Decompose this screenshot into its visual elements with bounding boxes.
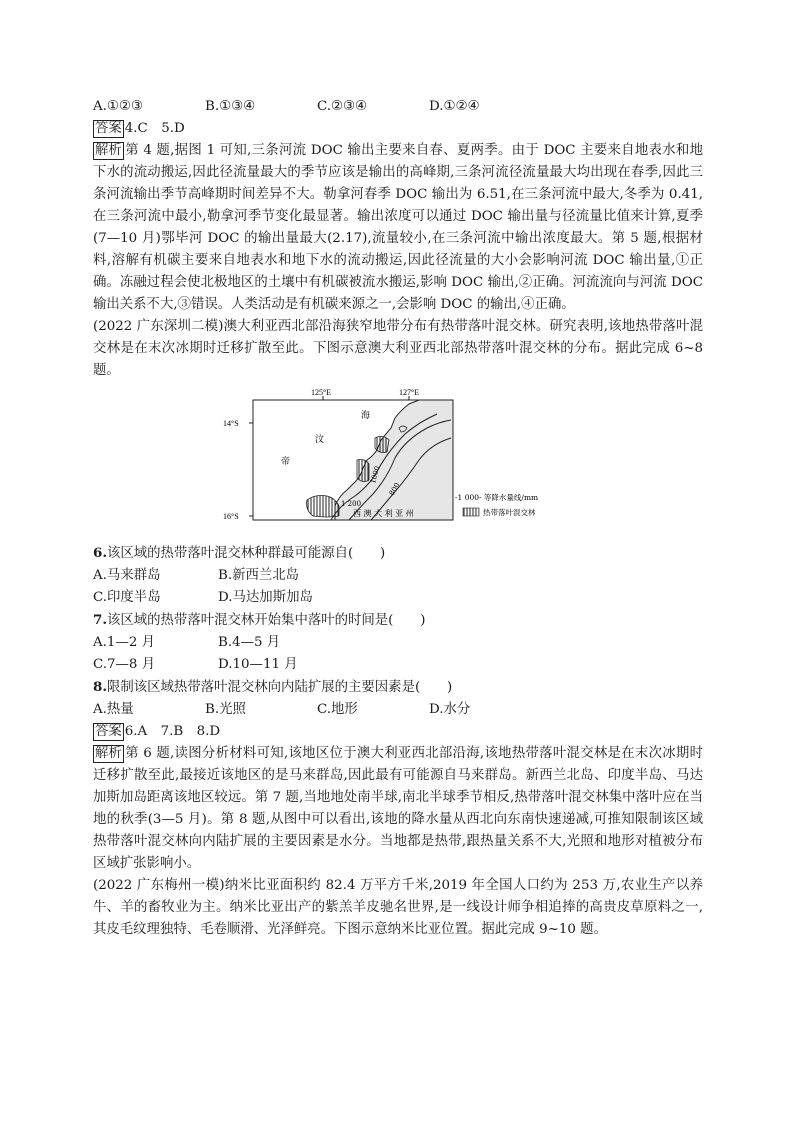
q8-option-b: B.光照 — [205, 702, 246, 717]
q3-option-a: A.①②③ — [93, 99, 143, 114]
q8-option-c: C.地形 — [317, 702, 358, 717]
legend-forest: 热带落叶混交林 — [483, 508, 536, 517]
sea-char-2: 汶 — [315, 435, 325, 445]
q8-stem: 限制该区域热带落叶混交林向内陆扩展的主要因素是( ) — [106, 680, 453, 695]
q3-option-c: C.②③④ — [317, 99, 368, 114]
answer-4-5-text: 4.C 5.D — [124, 121, 185, 136]
page-content — [93, 96, 703, 941]
lat-label-16: 16°S — [223, 512, 239, 521]
region-label: 西 澳 大 利 亚 州 — [353, 509, 414, 518]
q8-option-a: A.热量 — [93, 702, 134, 717]
legend-isohyet: -1 000- 等降水量线/mm — [455, 493, 539, 502]
q7-option-d: D.10—11 月 — [218, 657, 298, 672]
question-7 — [93, 609, 703, 676]
answer-label: 答案 — [95, 121, 122, 136]
q6-option-b: B.新西兰北岛 — [218, 568, 300, 583]
q6-number: 6. — [93, 545, 107, 561]
q8-option-d: D.水分 — [429, 702, 471, 717]
q7-option-b: B.4—5 月 — [218, 635, 281, 650]
q6-option-c: C.印度半岛 — [93, 590, 161, 605]
lon-label-125: 125°E — [311, 388, 332, 397]
q8-number: 8. — [93, 679, 107, 695]
question-6 — [93, 542, 703, 609]
q6-option-d: D.马达加斯加岛 — [218, 590, 313, 605]
q7-number: 7. — [93, 612, 107, 628]
q3-options — [93, 96, 703, 118]
lon-label-127: 127°E — [399, 388, 420, 397]
australia-map — [223, 388, 563, 538]
q3-option-d: D.①②④ — [429, 99, 480, 114]
analysis-4-5-text: 第 4 题,据图 1 可知,三条河流 DOC 输出主要来自春、夏两季。由于 DOC 主要来自地表水和地下水的流动搬运,因此径流量最大的季节应该是输出的高峰期,三条河流径流量最大均出现在春季,因此三条河流输出季节高峰期时间差异不大。勒拿河春季 DOC 输出为 6.51,在三条河流中最大,冬季为 0.41,在三条河流中最小,勒拿河季节变化最显著。输出浓度可以通过 DOC 输出量与径流量比值来计算,夏季(7—10 月)鄂毕河 DOC 的输出量最大(2.17),流量较小,在三条河流中输出浓度最大。第 5 题,根据材料,溶解有机碳主要来自地表水和地下水的流动搬运,因此径流量的大小会影响河流 DOC 输出量,①正确。冻融过程会使北极地区的土壤中有机碳被流水搬运,影响 DOC 输出,②正确。河流流向与河流 DOC 输出关系不大,③错误。人类活动是有机碳来源之一,会影响 DOC 的输出,④正确。 — [93, 143, 703, 312]
intro-9-10: (2022 广东梅州一模)纳米比亚面积约 82.4 万平方千米,2019 年全国人口约为 253 万,农业生产以养牛、羊的畜牧业为主。纳米比亚出产的紫羔羊皮驰名世界,是一线设计师争相追捧的高贵皮草原料之一,其皮毛纹理独特、毛卷顺滑、光泽鲜亮。下图示意纳米比亚位置。据此完成 9~10 题。 — [93, 878, 703, 937]
q7-option-a: A.1—2 月 — [93, 635, 156, 650]
answer-6-8-text: 6.A 7.B 8.D — [124, 724, 221, 739]
intro-6-8: (2022 广东深圳二模)澳大利亚西北部沿海狭窄地带分布有热带落叶混交林。研究表明,该地热带落叶混交林是在末次冰期时迁移扩散至此。下图示意澳大利亚西北部热带落叶混交林的分布。据此完成 6~8 题。 — [93, 319, 703, 378]
q6-option-a: A.马来群岛 — [93, 568, 161, 583]
isohyet-label-1000: 1000 — [369, 465, 382, 485]
sea-char-3: 海 — [361, 411, 371, 421]
analysis-4-5 — [93, 140, 703, 316]
q6-stem: 该区域的热带落叶混交林种群最可能源自( ) — [106, 546, 386, 561]
sea-char-1: 帝 — [281, 457, 291, 467]
forest-area-north — [375, 436, 389, 452]
q7-option-c: C.7—8 月 — [93, 657, 156, 672]
lat-label-14: 14°S — [223, 419, 239, 428]
answer-4-5 — [93, 118, 703, 140]
analysis-6-8-text: 第 6 题,读图分析材料可知,该地区位于澳大利亚西北部沿海,该地热带落叶混交林是在末次冰期时迁移扩散至此,最接近该地区的是马来群岛,因此最有可能源自马来群岛。新西兰北岛、印度半岛、马达加斯加岛距离该地区较远。第 7 题,当地地处南半球,南北半球季节相反,热带落叶混交林集中落叶应在当地的秋季(3—5 月)。第 8 题,从图中可以看出,该地的降水量从西北向东南快速递减,可推知限制该区域热带落叶混交林向内陆扩展的主要因素是水分。当地都是热带,跟热量关系不大,光照和地形对植被分布区域扩张影响小。 — [93, 746, 703, 871]
q7-stem: 该区域的热带落叶混交林开始集中落叶的时间是( ) — [106, 613, 426, 628]
answer-label-2: 答案 — [95, 724, 122, 739]
isohyet-label-1200: 1 200 — [341, 500, 362, 508]
q3-option-b: B.①③④ — [205, 99, 256, 114]
analysis-label-2: 解析 — [95, 746, 122, 761]
question-8 — [93, 676, 703, 721]
figure-map — [93, 388, 703, 538]
answer-6-8 — [93, 721, 703, 743]
legend-forest-swatch — [463, 508, 479, 516]
analysis-label: 解析 — [95, 143, 122, 158]
analysis-6-8 — [93, 743, 703, 875]
isohyet-label-800: 800 — [387, 481, 402, 497]
forest-area-central — [357, 460, 369, 482]
